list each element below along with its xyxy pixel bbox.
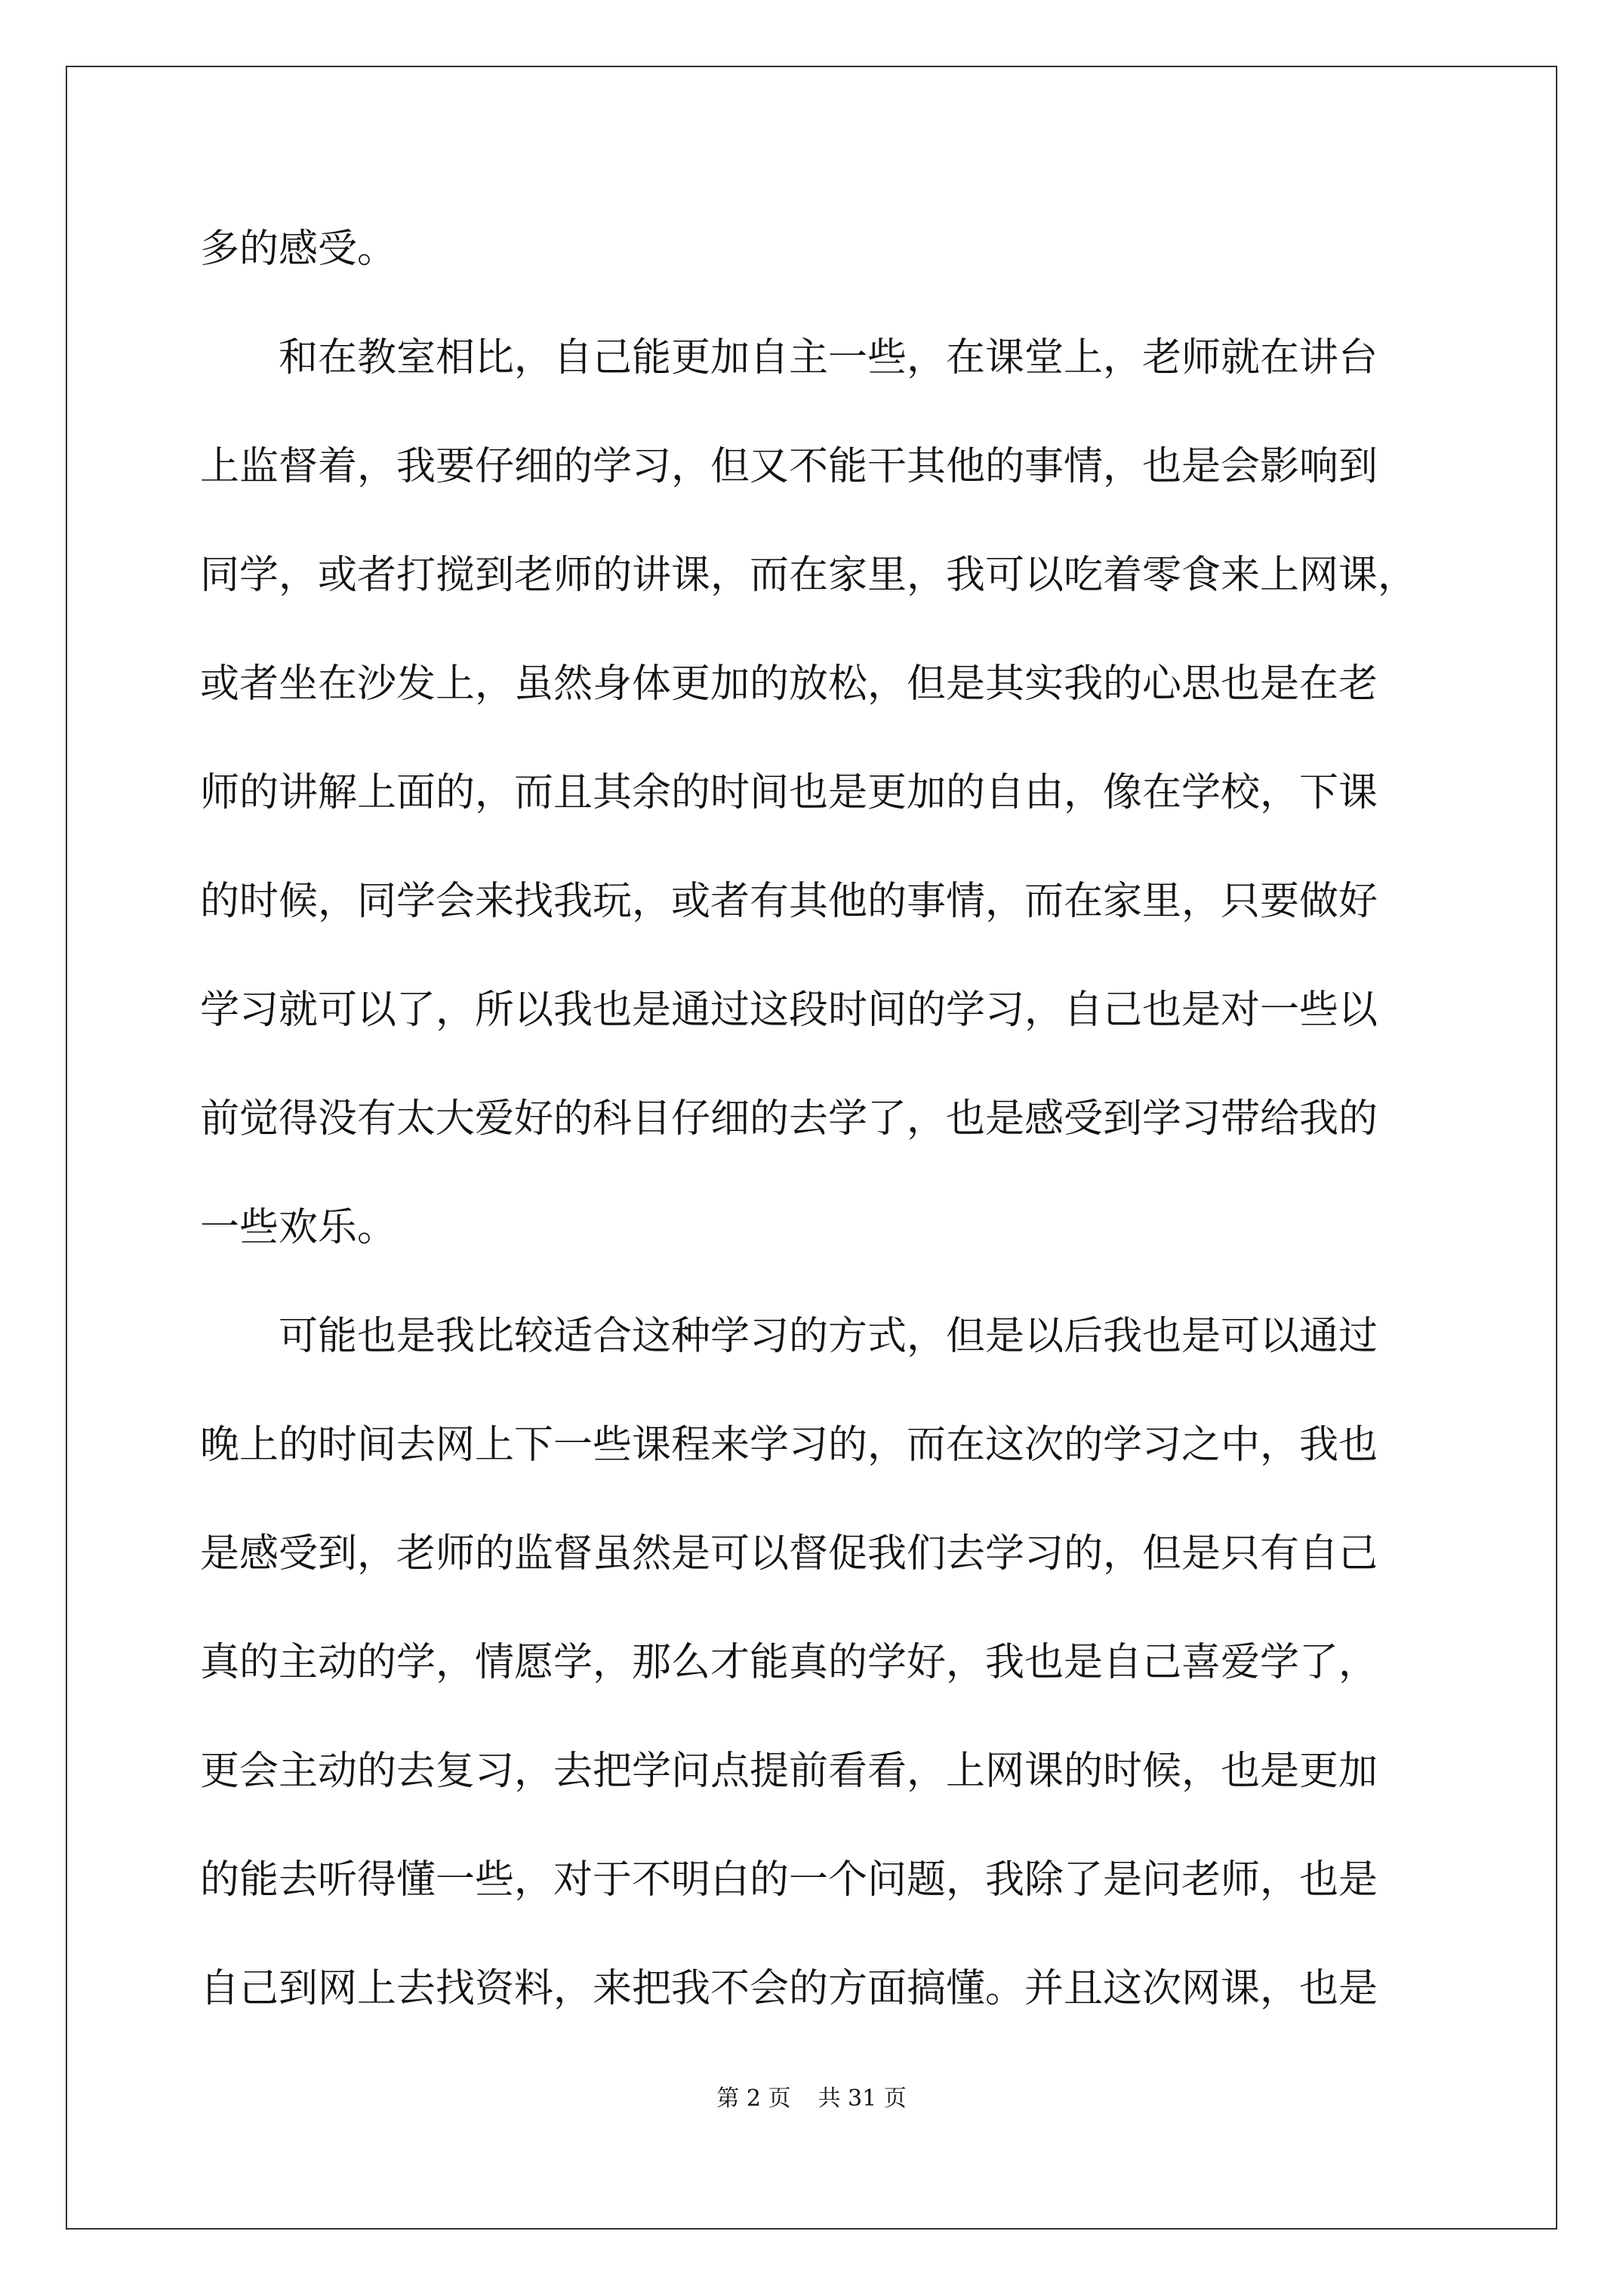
- page-total: 共 31 页: [818, 2085, 907, 2112]
- body-line: 学习就可以了，所以我也是通过这段时间的学习，自己也是对一些以: [200, 988, 1378, 1033]
- body-line: 真的主动的学，情愿学，那么才能真的学好，我也是自己喜爱学了，: [200, 1640, 1378, 1685]
- body-line: 是感受到，老师的监督虽然是可以督促我们去学习的，但是只有自己: [200, 1531, 1378, 1576]
- body-line: 多的感受。: [200, 227, 397, 272]
- body-line: 上监督着，我要仔细的学习，但又不能干其他的事情，也是会影响到: [200, 444, 1378, 489]
- page-number: 第 2 页: [716, 2085, 791, 2112]
- body-line: 可能也是我比较适合这种学习的方式，但是以后我也是可以通过: [200, 1314, 1378, 1359]
- page-frame: [66, 66, 1557, 2230]
- body-line: 和在教室相比，自己能更加自主一些，在课堂上，老师就在讲台: [200, 335, 1378, 381]
- body-line: 同学，或者打搅到老师的讲课，而在家里，我可以吃着零食来上网课，: [200, 553, 1418, 598]
- body-line: 更会主动的去复习，去把学问点提前看看，上网课的时候，也是更加: [200, 1749, 1378, 1794]
- body-line: 自己到网上去找资料，来把我不会的方面搞懂。并且这次网课，也是: [200, 1966, 1378, 2011]
- body-line: 前觉得没有太大爱好的科目仔细的去学了，也是感受到学习带给我的: [200, 1096, 1378, 1142]
- body-line: 的时候，同学会来找我玩，或者有其他的事情，而在家里，只要做好: [200, 879, 1378, 924]
- body-line: 晚上的时间去网上下一些课程来学习的，而在这次的学习之中，我也: [200, 1422, 1378, 1468]
- body-line: 师的讲解上面的，而且其余的时间也是更加的自由，像在学校，下课: [200, 770, 1378, 815]
- body-line: 或者坐在沙发上，虽然身体更加的放松，但是其实我的心思也是在老: [200, 661, 1378, 707]
- page-footer: [0, 2084, 1623, 2114]
- body-line: 的能去听得懂一些，对于不明白的一个问题，我除了是问老师，也是: [200, 1857, 1378, 1903]
- body-line: 一些欢乐。: [200, 1205, 397, 1250]
